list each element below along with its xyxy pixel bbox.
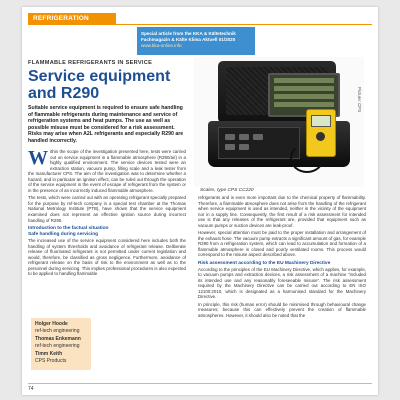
photo-caption: Scales, type CPS CC220 (200, 188, 254, 193)
special-box-line-2: Fachmagazin & Kälte Klima Aktuell 01/2020 (141, 37, 236, 42)
page-number: 74 (28, 386, 34, 392)
scale-panel (218, 127, 300, 159)
special-box-line-1: Special article from the KKA & Kältetechnik (141, 31, 236, 36)
special-article-box (137, 27, 255, 55)
dropcap: W (28, 149, 48, 169)
body-paragraph: refrigerants and is even more important due to the chemical property of flammability. Therefore, a flammable atmosphere does not arise from the handling of the refrigerant when service equipment is used as intended, neither in the vicinity of the equipment nor in a supply line. Consequently, the first result of a risk assessment for intended use is that any releases of the refrigerant are, provided that equipment such as vacuum pumps or suction devices are leak-proof. (198, 195, 366, 228)
author-org: ref-tech engineering (35, 327, 80, 334)
headline: Service equipment and R290 (28, 68, 171, 102)
subheading: Introduction to the factual situation (28, 226, 109, 232)
lead-paragraph: Suitable service equipment is required to ensure safe handling of flammable refrigerants during maintenance and service of refrigeration systems and heat pumps. The use as well as possible misuse must be considered for a risk assessment. Risks may arise when A2L refrigerants and especially R290 are handled incorrectly. (28, 105, 184, 144)
section-label: REFRIGERATION (28, 13, 116, 25)
special-box-url: www.kka-online.info (141, 43, 182, 48)
product-photo (194, 57, 364, 187)
subheading-secondary: Safe handling during servicing (28, 231, 99, 237)
body-column-right (198, 195, 366, 385)
photo-credit: Picture: CPS (357, 87, 362, 113)
body-paragraph: The increased use of the service equipment considered here includes both the handling of system thresholds and avoidance of refrigerant release. Deliberate release of fluorinated refrigerant is not permitted under current legislation and would, therefore, be classified as gross negligence. Furthermore, avoidance of refrigerant release on the basis of risk to the environment as well as to the personnel during servicing. This implies professional procedures is also expected to be applied to handling flammable (28, 238, 186, 277)
author-name: Thomas Enkemann (35, 336, 81, 343)
author-org: ref-tech engineering (35, 342, 80, 349)
author-org: CPS Products (35, 357, 67, 364)
author-name: Timm Keith (35, 351, 63, 358)
author-box (31, 318, 91, 370)
magazine-page (22, 7, 378, 395)
section-rule (116, 24, 372, 25)
handheld-meter (306, 109, 336, 157)
body-paragraph: According to the principles of the EU Machinery Directive, which applies, for example, to vacuum pumps and extraction devices, a risk assessment of a machine "included its intended use and any reasonably foreseeable misuse". The risk assessment required by the Machinery Directive can be carried out according to EN ISO 12100:2010, which is designated as a harmonised standard for the Machinery Directive. (198, 266, 366, 300)
body-paragraph: ithin the scope of the investigation presented here, tests were carried out on service equipment in a flammable atmosphere (R290/air) in a highly qualified environment. The service devices tested were an extraction station, vacuum pump, filling scale and a leak tester from the manufacturer CPS. The aim of the investigation was to determine whether a hazard, and in particular an ignition effect, can be ruled out through the operation of the service equipment in the event of escape of refrigerant from the system or in the presence of an incorrectly induced flammable atmosphere. (28, 149, 186, 193)
author-name: Holger Hoode (35, 321, 68, 327)
body-paragraph: However, special attention must be paid to the proper installation and arrangement of the exhaust hose. The vacuum pump extracts a significant amount of gas, for example R290 from a refrigeration system, which can lead to accumulation and formation of a flammable atmosphere in closed and poorly ventilated rooms. This process would correspond to the misuse aspect described above. (198, 230, 366, 258)
body-paragraph: In principle, this risk (human error) should be minimised through behavioural change measures; because this can effectively prevent the creation of flammable atmospheres. However, it should also be noted that the (198, 301, 366, 318)
subheading: Risk assessment according to the EU Machinery Directive (198, 261, 331, 267)
footer-rule (28, 383, 372, 384)
body-paragraph: The tests, which were carried out with an operating refrigerant specially prepared for the purpose by ref-tech company in a special test chamber at the Thomas National Metrology Institute (PTB), have shown that the service equipment examined does not represent an effective ignition source during incorrect handling of R290. (28, 195, 186, 223)
kicker: FLAMMABLE REFRIGERANTS IN SERVICE (28, 60, 153, 66)
